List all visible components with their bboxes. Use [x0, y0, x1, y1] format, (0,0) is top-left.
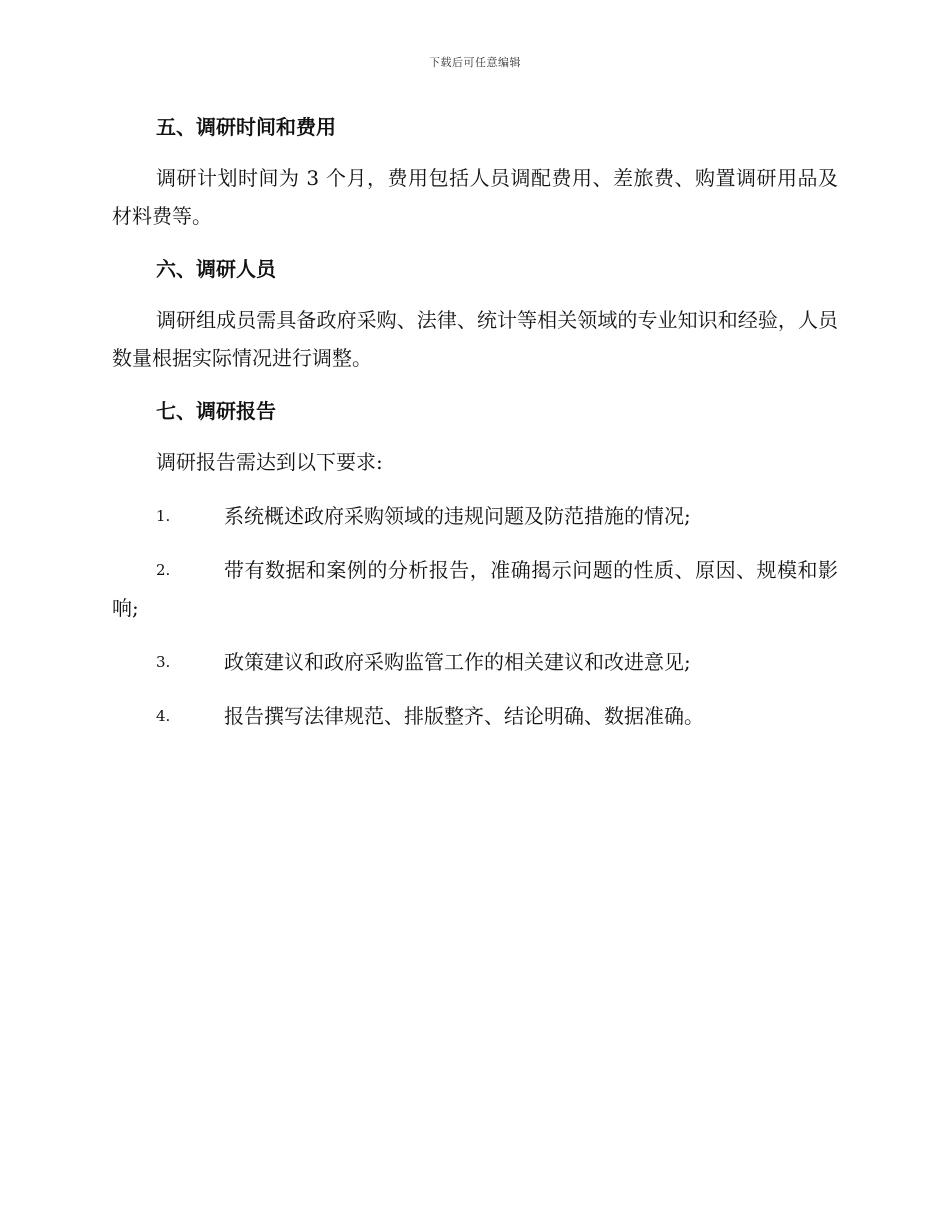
section-heading-5: 五、调研时间和费用 — [156, 115, 336, 139]
list-item — [112, 551, 838, 627]
list-text: 带有数据和案例的分析报告，准确揭示问题的性质、原因、规模和影响; — [112, 558, 838, 620]
list-number: 2. — [156, 561, 171, 579]
document-body — [112, 110, 838, 735]
list-text: 报告撰写法律规范、排版整齐、结论明确、数据准确。 — [224, 704, 704, 728]
list-number: 3. — [156, 653, 171, 671]
list-item — [112, 697, 838, 735]
list-item — [112, 497, 838, 535]
section-intro-7: 调研报告需达到以下要求: — [156, 450, 383, 474]
section-heading-7: 七、调研报告 — [156, 399, 276, 423]
list-number: 4. — [156, 707, 171, 725]
header-note: 下载后可任意编辑 — [429, 56, 521, 69]
list-item — [112, 643, 838, 681]
section-heading-6: 六、调研人员 — [156, 257, 276, 281]
list-text: 政策建议和政府采购监管工作的相关建议和改进意见; — [224, 650, 691, 674]
list-text: 系统概述政府采购领域的违规问题及防范措施的情况; — [224, 504, 691, 528]
section-paragraph-5: 调研计划时间为 3 个月，费用包括人员调配费用、差旅费、购置调研用品及材料费等。 — [112, 166, 838, 228]
list-number: 1. — [156, 507, 171, 525]
section-paragraph-6: 调研组成员需具备政府采购、法律、统计等相关领域的专业知识和经验，人员数量根据实际情况进行调整。 — [112, 308, 838, 370]
